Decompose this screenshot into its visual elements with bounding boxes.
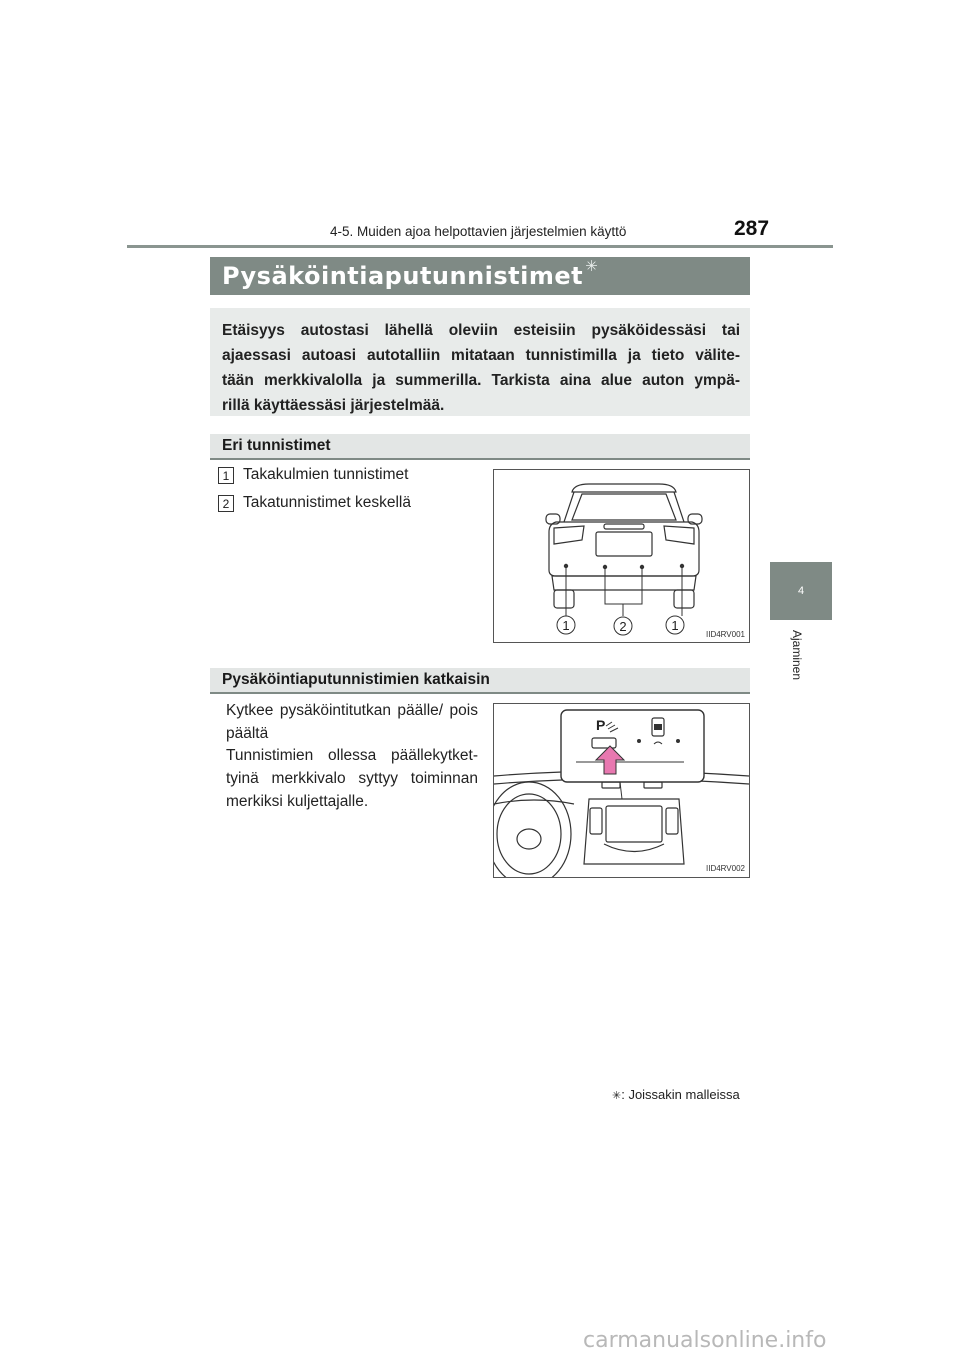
- intro-line: ajaessasi autoasi autotalliin mitataan tunnistimilla ja tieto välite-: [222, 347, 740, 364]
- park-assist-symbol: P: [596, 717, 606, 733]
- section-heading-sensors: Eri tunnistimet: [210, 434, 750, 460]
- figure-code: IID4RV002: [706, 864, 745, 873]
- figure-callout-2: 2: [619, 619, 627, 634]
- figure-callout-1b: 1: [671, 618, 679, 633]
- intro-line: tään merkkivalolla ja summerilla. Tarkista aina alue auton ympä-: [222, 372, 740, 389]
- chapter-tab: 4: [770, 562, 832, 620]
- intro-box: [210, 308, 750, 416]
- section-heading-switch: Pysäköintiaputunnistimien katkaisin: [210, 668, 750, 694]
- switch-description: Kytkee pysäköintitutkan päälle/ pois päältä: [226, 702, 478, 742]
- running-header-section: 4-5. Muiden ajoa helpottavien järjestelmien käyttö: [330, 224, 627, 239]
- dashboard-illustration: [494, 704, 749, 877]
- page-title-bar: [210, 257, 750, 295]
- figure-switch-location: [493, 703, 750, 878]
- asterisk-icon: ✳: [585, 257, 599, 275]
- watermark: carmanualsonline.info: [583, 1328, 827, 1353]
- footnote: [612, 1087, 740, 1102]
- callout-number-box: 2: [218, 495, 234, 512]
- sensor-item-label: Takakulmien tunnistimet: [243, 466, 409, 483]
- figure-callout-1: 1: [562, 618, 570, 633]
- asterisk-icon: ✳: [612, 1090, 622, 1102]
- car-rear-illustration: [494, 470, 749, 642]
- indicator-description: Tunnistimien ollessa päällekytket-tyinä merkkivalo syttyy toiminnan merkiksi kuljettajalle.: [226, 747, 478, 810]
- figure-rear-sensors: [493, 469, 750, 643]
- page-number: 287: [734, 217, 770, 240]
- intro-line: Etäisyys autostasi lähellä oleviin esteisiin pysäköidessäsi tai: [222, 322, 740, 339]
- header-rule: [127, 245, 833, 248]
- footnote-text: : Joissakin malleissa: [621, 1087, 740, 1102]
- intro-line: rillä käyttäessäsi järjestelmää.: [222, 397, 445, 414]
- callout-number-box: 1: [218, 467, 234, 484]
- figure-code: IID4RV001: [706, 630, 745, 639]
- sensor-item-label: Takatunnistimet keskellä: [243, 494, 411, 511]
- chapter-title: Ajaminen: [790, 630, 804, 681]
- page-title: Pysäköintiaputunnistimet: [222, 262, 584, 290]
